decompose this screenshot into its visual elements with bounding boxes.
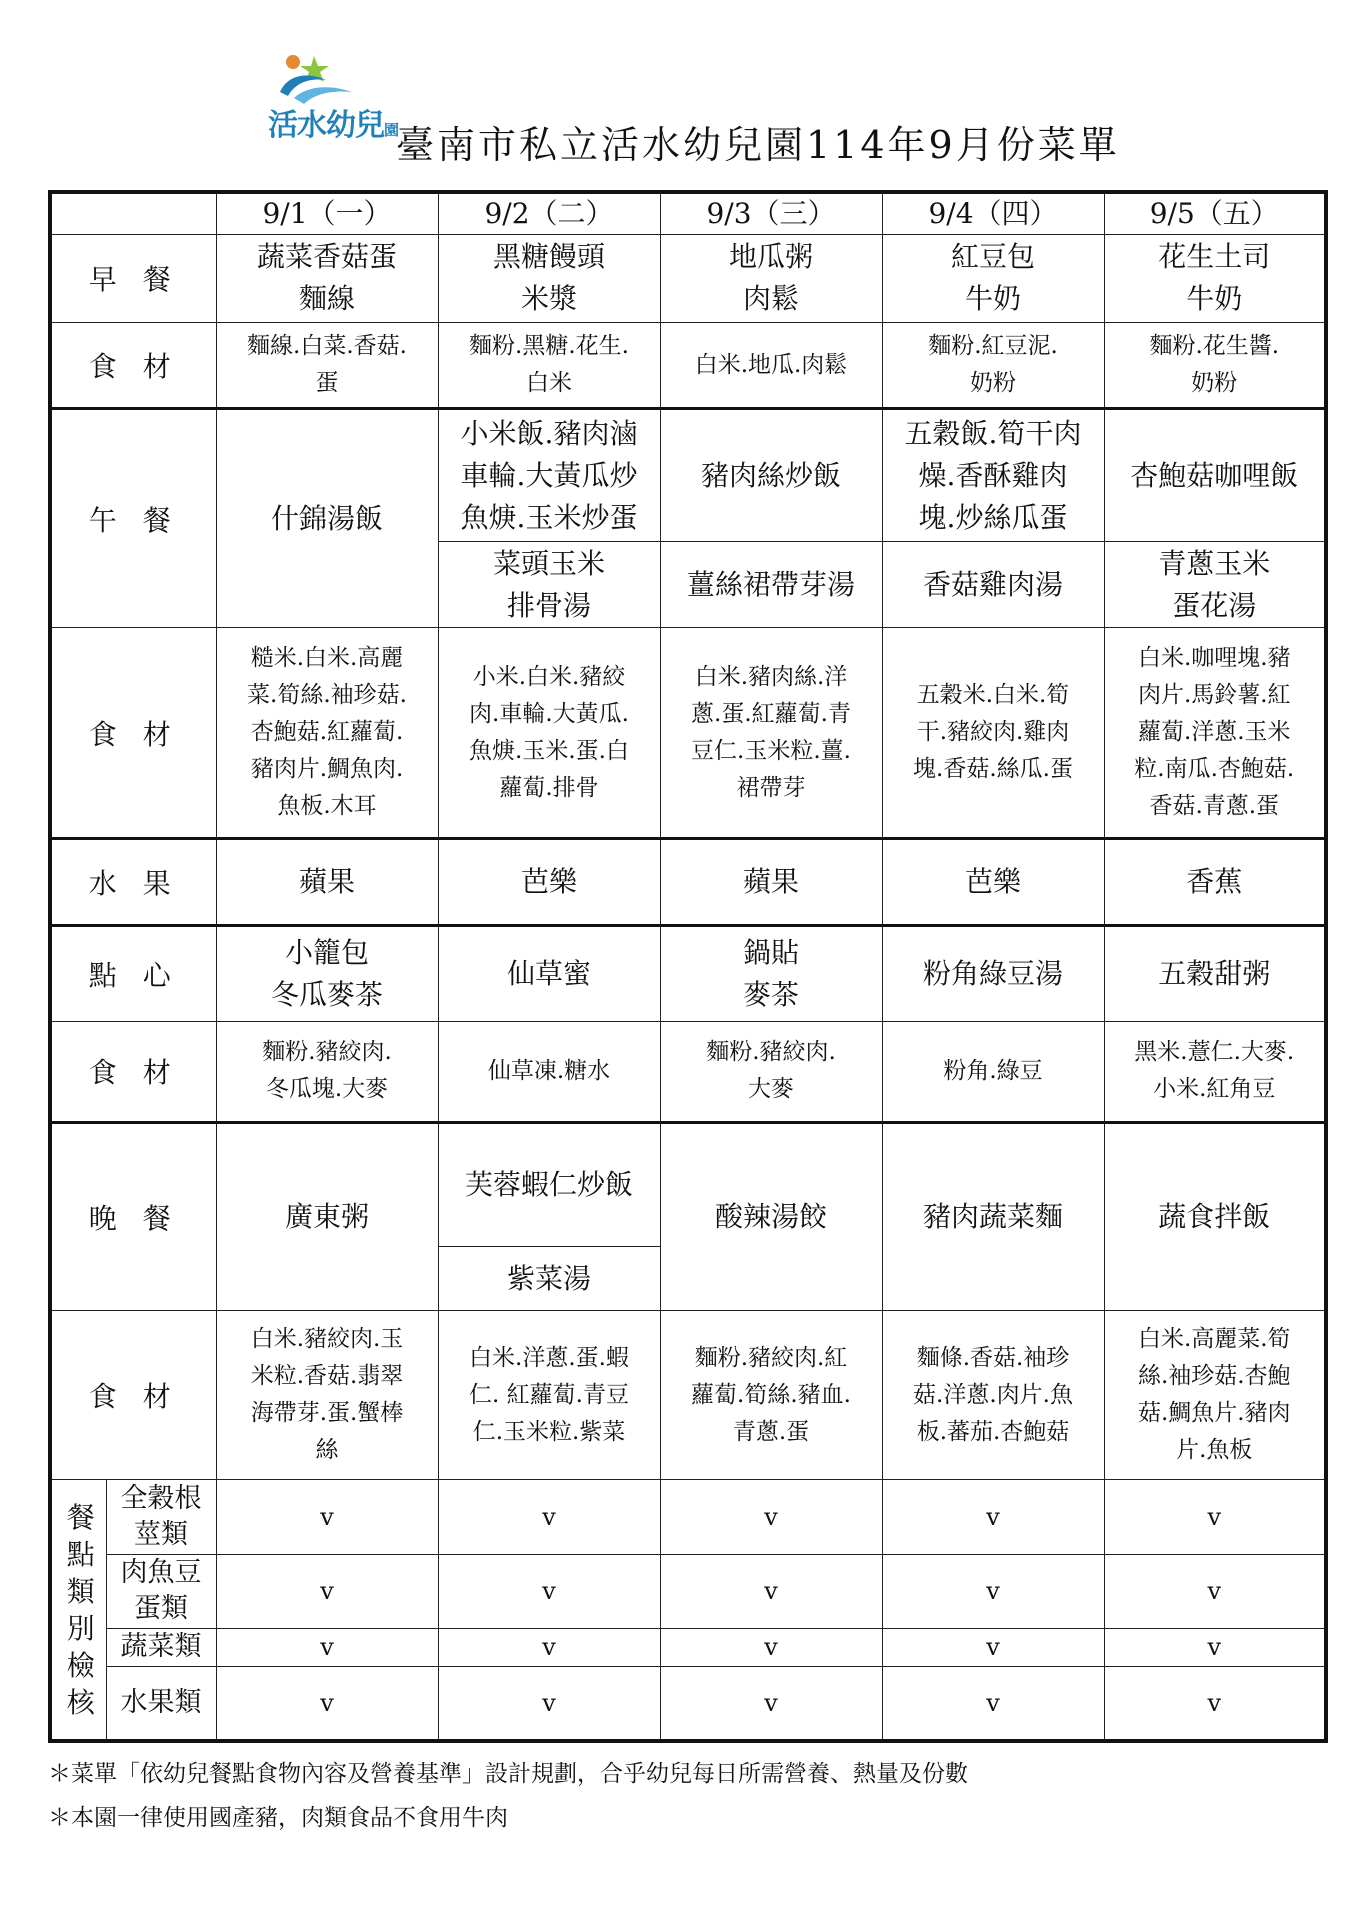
check-mark: v (216, 1628, 438, 1666)
snack-row (50, 925, 1326, 1021)
check-mark: v (882, 1554, 1104, 1628)
check-row (50, 1667, 1326, 1741)
dinner-ingredients: 麵粉.豬絞肉.紅 蘿蔔.筍絲.豬血. 青蔥.蛋 (660, 1311, 882, 1480)
row-label-lunch: 午餐 (50, 409, 216, 628)
menu-table (48, 190, 1328, 1743)
row-label-ingredients: 食材 (50, 1022, 216, 1122)
row-label-ingredients: 食材 (50, 323, 216, 409)
check-mark: v (216, 1554, 438, 1628)
dinner-item: 蔬食拌飯 (1104, 1122, 1326, 1311)
lunch-main: 杏鮑菇咖哩飯 (1104, 409, 1326, 542)
row-label-ingredients: 食材 (50, 1311, 216, 1480)
dinner-ingredients: 白米.高麗菜.筍 絲.袖珍菇.杏鮑 菇.鯛魚片.豬肉 片.魚板 (1104, 1311, 1326, 1480)
lunch-main: 豬肉絲炒飯 (660, 409, 882, 542)
footnote: ＊本園一律使用國產豬，肉類食品不食用牛肉 (48, 1805, 508, 1831)
snack-ingredients: 粉角.綠豆 (882, 1022, 1104, 1122)
snack-item: 鍋貼 麥茶 (660, 925, 882, 1021)
check-mark: v (438, 1554, 660, 1628)
dinner-item: 酸辣湯餃 (660, 1122, 882, 1311)
breakfast-item: 蔬菜香菇蛋 麵線 (216, 234, 438, 322)
lunch-main: 五穀飯.筍干肉 燥.香酥雞肉 塊.炒絲瓜蛋 (882, 409, 1104, 542)
snack-item: 粉角綠豆湯 (882, 925, 1104, 1021)
check-category: 水果類 (106, 1667, 216, 1741)
page-title: 臺南市私立活水幼兒園114年9月份菜單 (396, 123, 1120, 167)
snack-item: 五穀甜粥 (1104, 925, 1326, 1021)
row-label-breakfast: 早餐 (50, 234, 216, 322)
dinner-soup: 紫菜湯 (438, 1247, 660, 1311)
breakfast-ingredients-row (50, 323, 1326, 409)
check-mark: v (882, 1628, 1104, 1666)
fruit-item: 蘋果 (660, 839, 882, 925)
snack-ingredients: 仙草凍.糖水 (438, 1022, 660, 1122)
check-mark: v (882, 1480, 1104, 1554)
breakfast-item: 花生土司 牛奶 (1104, 234, 1326, 322)
dinner-item: 廣東粥 (216, 1122, 438, 1311)
check-row (50, 1628, 1326, 1666)
breakfast-ingredients: 麵粉.花生醬. 奶粉 (1104, 323, 1326, 409)
school-logo (248, 52, 408, 152)
check-category: 全穀根 莖類 (106, 1480, 216, 1554)
fruit-row (50, 839, 1326, 925)
check-mark: v (1104, 1480, 1326, 1554)
dinner-ingredients: 白米.豬絞肉.玉 米粒.香菇.翡翠 海帶芽.蛋.蟹棒 絲 (216, 1311, 438, 1480)
check-mark: v (438, 1667, 660, 1741)
day-header: 9/4（四） (882, 192, 1104, 234)
day-header-row (50, 192, 1326, 234)
footnotes (48, 1752, 1324, 1840)
snack-item: 小籠包 冬瓜麥茶 (216, 925, 438, 1021)
dinner-main-row (50, 1122, 1326, 1247)
check-mark: v (438, 1480, 660, 1554)
logo-text: 活水幼兒園 (268, 108, 399, 143)
lunch-soup: 青蔥玉米 蛋花湯 (1104, 542, 1326, 628)
fruit-item: 香蕉 (1104, 839, 1326, 925)
lunch-soup: 菜頭玉米 排骨湯 (438, 542, 660, 628)
dinner-ingredients-row (50, 1311, 1326, 1480)
breakfast-ingredients: 麵線.白菜.香菇. 蛋 (216, 323, 438, 409)
check-group-label: 餐點類別檢核 (50, 1480, 106, 1741)
check-mark: v (216, 1480, 438, 1554)
fruit-item: 芭樂 (438, 839, 660, 925)
lunch-soup: 薑絲裙帶芽湯 (660, 542, 882, 628)
lunch-ingredients: 五穀米.白米.筍 干.豬絞肉.雞肉 塊.香菇.絲瓜.蛋 (882, 628, 1104, 839)
day-header: 9/3（三） (660, 192, 882, 234)
check-mark: v (660, 1628, 882, 1666)
dinner-ingredients: 麵條.香菇.袖珍 菇.洋蔥.肉片.魚 板.蕃茄.杏鮑菇 (882, 1311, 1104, 1480)
lunch-ingredients: 白米.咖哩塊.豬 肉片.馬鈴薯.紅 蘿蔔.洋蔥.玉米 粒.南瓜.杏鮑菇. 香菇.青蔥.蛋 (1104, 628, 1326, 839)
check-mark: v (660, 1554, 882, 1628)
lunch-ingredients: 糙米.白米.高麗 菜.筍絲.袖珍菇. 杏鮑菇.紅蘿蔔. 豬肉片.鯛魚肉. 魚板.木耳 (216, 628, 438, 839)
row-label-ingredients: 食材 (50, 628, 216, 839)
check-row (50, 1480, 1326, 1554)
check-mark: v (660, 1480, 882, 1554)
lunch-ingredients-row (50, 628, 1326, 839)
check-category: 蔬菜類 (106, 1628, 216, 1666)
lunch-main: 小米飯.豬肉滷 車輪.大黃瓜炒 魚焿.玉米炒蛋 (438, 409, 660, 542)
day-header: 9/1（一） (216, 192, 438, 234)
day-header: 9/2（二） (438, 192, 660, 234)
breakfast-row (50, 234, 1326, 322)
row-label-fruit: 水果 (50, 839, 216, 925)
breakfast-ingredients: 麵粉.黑糖.花生. 白米 (438, 323, 660, 409)
check-mark: v (1104, 1628, 1326, 1666)
dinner-main: 芙蓉蝦仁炒飯 (438, 1122, 660, 1247)
snack-ingredients: 麵粉.豬絞肉. 大麥 (660, 1022, 882, 1122)
breakfast-item: 地瓜粥 肉鬆 (660, 234, 882, 322)
footnote: ＊菜單「依幼兒餐點食物內容及營養基準」設計規劃，合乎幼兒每日所需營養、熱量及份數 (48, 1761, 968, 1787)
lunch-ingredients: 小米.白米.豬絞 肉.車輪.大黃瓜. 魚焿.玉米.蛋.白 蘿蔔.排骨 (438, 628, 660, 839)
breakfast-item: 黑糖饅頭 米漿 (438, 234, 660, 322)
snack-item: 仙草蜜 (438, 925, 660, 1021)
fruit-item: 芭樂 (882, 839, 1104, 925)
dinner-ingredients: 白米.洋蔥.蛋.蝦 仁. 紅蘿蔔.青豆 仁.玉米粒.紫菜 (438, 1311, 660, 1480)
lunch-item: 什錦湯飯 (216, 409, 438, 628)
lunch-ingredients: 白米.豬肉絲.洋 蔥.蛋.紅蘿蔔.青 豆仁.玉米粒.薑. 裙帶芽 (660, 628, 882, 839)
snack-ingredients-row (50, 1022, 1326, 1122)
day-header: 9/5（五） (1104, 192, 1326, 234)
check-mark: v (882, 1667, 1104, 1741)
dinner-item: 豬肉蔬菜麵 (882, 1122, 1104, 1311)
row-label-snack: 點心 (50, 925, 216, 1021)
check-mark: v (1104, 1667, 1326, 1741)
snack-ingredients: 麵粉.豬絞肉. 冬瓜塊.大麥 (216, 1022, 438, 1122)
check-mark: v (660, 1667, 882, 1741)
lunch-main-row (50, 409, 1326, 542)
check-mark: v (438, 1628, 660, 1666)
snack-ingredients: 黑米.薏仁.大麥. 小米.紅角豆 (1104, 1022, 1326, 1122)
check-category: 肉魚豆 蛋類 (106, 1554, 216, 1628)
check-row (50, 1554, 1326, 1628)
corner-cell (50, 192, 216, 234)
fruit-item: 蘋果 (216, 839, 438, 925)
breakfast-ingredients: 麵粉.紅豆泥. 奶粉 (882, 323, 1104, 409)
page-header (230, 52, 1190, 167)
check-mark: v (1104, 1554, 1326, 1628)
breakfast-ingredients: 白米.地瓜.肉鬆 (660, 323, 882, 409)
check-mark: v (216, 1667, 438, 1741)
row-label-dinner: 晚餐 (50, 1122, 216, 1311)
breakfast-item: 紅豆包 牛奶 (882, 234, 1104, 322)
lunch-soup: 香菇雞肉湯 (882, 542, 1104, 628)
